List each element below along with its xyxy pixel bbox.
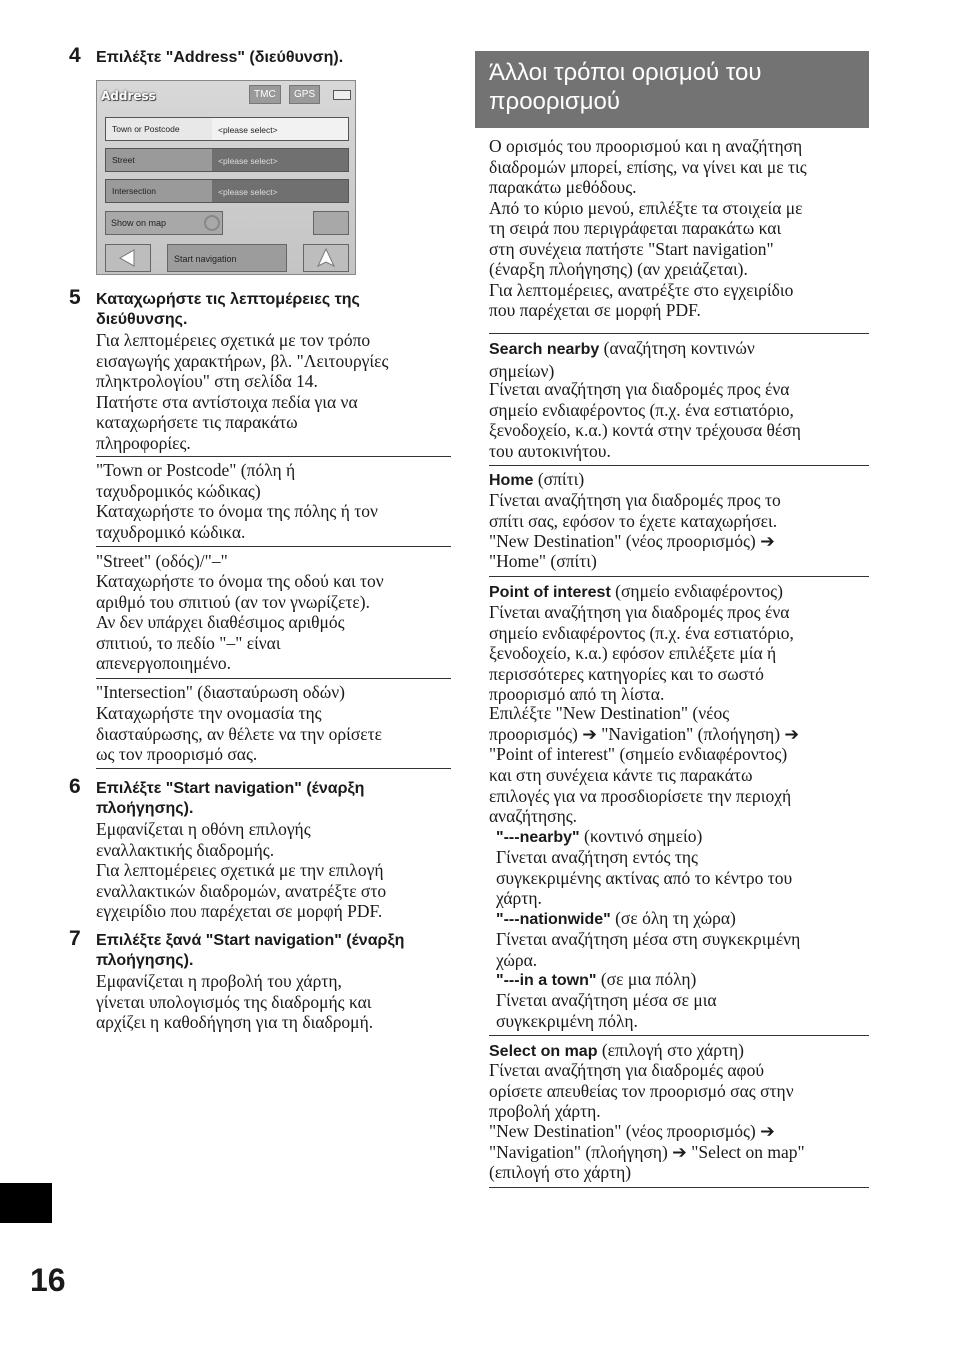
field-item-text: Καταχωρήστε την ονομασία της διασταύρωσης, αν θέλετε να την ορίσετε ως τον προορισμό σας.: [96, 703, 382, 764]
poi-heading: Point of interest (σημείο ενδιαφέροντος): [489, 581, 783, 601]
tmc-indicator: TMC: [249, 85, 281, 104]
home-path: "New Destination" (νέος προορισμός) ➔: [489, 531, 775, 551]
poi-path-line: προορισμός) ➔ "Navigation" (πλοήγηση) ➔: [489, 724, 800, 744]
navigation-arrow-icon: [303, 244, 349, 272]
back-arrow-icon: [105, 244, 151, 272]
battery-icon: [333, 90, 351, 100]
divider: [489, 1187, 869, 1188]
poi-option-heading: "---in a town" (σε μια πόλη): [496, 969, 697, 989]
poi-text-2: και στη συνέχεια κάντε τις παρακάτω επιλογές για να προσδιορίσετε την περιοχή αναζήτησης.: [489, 765, 792, 826]
step-body: Εμφανίζεται η οθόνη επιλογής εναλλακτικής διαδρομής. Για λεπτομέρειες σχετικά με την επιλογή εναλλακτικών διαδρομών, ανατρέξτε στο εγχειρίδιο που παρέχεται σε μορφή PDF.: [96, 819, 387, 921]
divider: [96, 768, 451, 769]
screen-title: Address: [101, 89, 156, 103]
field-item-title: "Town or Postcode" (πόλη ή ταχυδρομικός κώδικας): [96, 460, 296, 501]
section-intro: Ο ορισμός του προορισμού και η αναζήτηση διαδρομών μπορεί, επίσης, να γίνει και με τις παρακάτω μεθόδους. Από το κύριο μενού, επιλέξτε τα στοιχεία με τη σειρά που περιγράφεται παρακάτω και στη συνέχεια πατήστε "Start navigation" (έναρξη πλοήγησης) (αν χρειάζεται). Για λεπτομέρειες, ανατρέξτε στο εγχειρίδιο που παρέχεται σε μορφή PDF.: [489, 136, 807, 320]
step-number: 7: [69, 927, 81, 950]
save-icon: [313, 211, 349, 235]
select-map-path: "Navigation" (πλοήγηση) ➔ "Select on map": [489, 1142, 805, 1162]
section-title: Άλλοι τρόποι ορισμού του προορισμού: [475, 51, 869, 128]
field-item-title: "Street" (οδός)/"–": [96, 551, 228, 571]
home-text: Γίνεται αναζήτηση για διαδρομές προς το σπίτι σας, εφόσον το έχετε καταχωρήσει.: [489, 490, 781, 531]
divider: [489, 576, 869, 577]
step-body: Εμφανίζεται η προβολή του χάρτη, γίνεται υπολογισμός της διαδρομής και αρχίζει η καθοδήγηση για τη διαδρομή.: [96, 971, 374, 1032]
poi-path-line: "Point of interest" (σημείο ενδιαφέροντος): [489, 744, 788, 764]
search-nearby-text: Γίνεται αναζήτηση για διαδρομές προς ένα σημείο ενδιαφέροντος (π.χ. ένα εστιατόριο, ξενοδοχείο, κ.α.) κοντά στην τρέχουσα θέση του αυτοκινήτου.: [489, 379, 801, 461]
arrow-icon: ➔: [760, 531, 775, 551]
poi-text: Γίνεται αναζήτηση για διαδρομές προς ένα σημείο ενδιαφέροντος (π.χ. ένα εστιατόριο, ξενοδοχείο, κ.α.) εφόσον επιλέξετε μία ή περισσότερες κατηγορίες και το σωστό προορισμό από τη λίστα.: [489, 602, 794, 704]
divider: [489, 465, 869, 466]
field-item-text: Καταχωρήστε το όνομα της πόλης ή τον ταχυδρομικό κώδικα.: [96, 501, 378, 542]
crosshair-icon: [204, 215, 220, 231]
page-number: 16: [30, 1262, 66, 1298]
town-postcode-field: Town or Postcode <please select>: [105, 117, 349, 141]
search-nearby-heading: Search nearby (αναζήτηση κοντινών σημείων): [489, 338, 755, 381]
step-body: Για λεπτομέρειες σχετικά με τον τρόπο εισαγωγής χαρακτήρων, βλ. "Λειτουργίες πληκτρολογίου" στη σελίδα 14. Πατήστε στα αντίστοιχα πεδία για να καταχωρήσετε τις παρακάτω πληροφορίες.: [96, 330, 389, 453]
step-heading: Επιλέξτε ξανά "Start navigation" (έναρξη πλοήγησης).: [96, 932, 405, 969]
select-map-heading: Select on map (επιλογή στο χάρτη): [489, 1040, 744, 1060]
divider: [96, 456, 451, 457]
poi-option-text: Γίνεται αναζήτηση μέσα στη συγκεκριμένη χώρα.: [496, 929, 801, 970]
arrow-icon: ➔: [672, 1142, 687, 1162]
home-heading: Home (σπίτι): [489, 469, 585, 489]
step-heading: Καταχωρήστε τις λεπτομέρειες της διεύθυνσης.: [96, 291, 360, 328]
arrow-icon: ➔: [784, 724, 800, 744]
field-item-text: Καταχωρήστε το όνομα της οδού και τον αριθμό του σπιτιού (αν τον γνωρίζετε). Αν δεν υπάρχει διαθέσιμος αριθμός σπιτιού, το πεδίο "–" είναι απενεργοποιημένο.: [96, 571, 384, 673]
select-map-path: "New Destination" (νέος προορισμός) ➔: [489, 1121, 775, 1141]
poi-option-text: Γίνεται αναζήτηση μέσα σε μια συγκεκριμένη πόλη.: [496, 990, 717, 1031]
field-item-title: "Intersection" (διασταύρωση οδών): [96, 682, 345, 702]
select-map-path: (επιλογή στο χάρτη): [489, 1162, 632, 1182]
start-navigation-button: Start navigation: [167, 244, 287, 272]
poi-option-text: Γίνεται αναζήτηση εντός της συγκεκριμένης ακτίνας από το κέντρο του χάρτη.: [496, 847, 793, 908]
home-path-end: "Home" (σπίτι): [489, 551, 597, 571]
arrow-icon: ➔: [760, 1121, 775, 1141]
divider: [489, 1035, 869, 1036]
arrow-icon: ➔: [582, 724, 597, 744]
poi-option-heading: "---nearby" (κοντινό σημείο): [496, 826, 703, 846]
address-screen-image: [96, 80, 356, 275]
divider: [96, 546, 451, 547]
step-number: 5: [69, 286, 81, 309]
step-heading: Επιλέξτε "Start navigation" (έναρξη πλοήγησης).: [96, 780, 365, 817]
step-number: 6: [69, 775, 81, 798]
poi-path-line: Επιλέξτε "New Destination" (νέος: [489, 703, 730, 723]
poi-option-heading: "---nationwide" (σε όλη τη χώρα): [496, 908, 736, 928]
gps-indicator: GPS: [289, 85, 320, 104]
step-number: 4: [69, 44, 81, 67]
divider: [489, 333, 869, 334]
section-tab-marker: [0, 1183, 52, 1223]
select-map-text: Γίνεται αναζήτηση για διαδρομές αφού ορίσετε απευθείας τον προορισμό σας στην προβολή χάρτη.: [489, 1060, 794, 1121]
show-on-map-button: Show on map: [105, 211, 223, 235]
step-heading: Επιλέξτε "Address" (διεύθυνση).: [96, 49, 344, 66]
divider: [96, 678, 451, 679]
intersection-field: Intersection <please select>: [105, 179, 349, 203]
street-field: Street <please select>: [105, 148, 349, 172]
